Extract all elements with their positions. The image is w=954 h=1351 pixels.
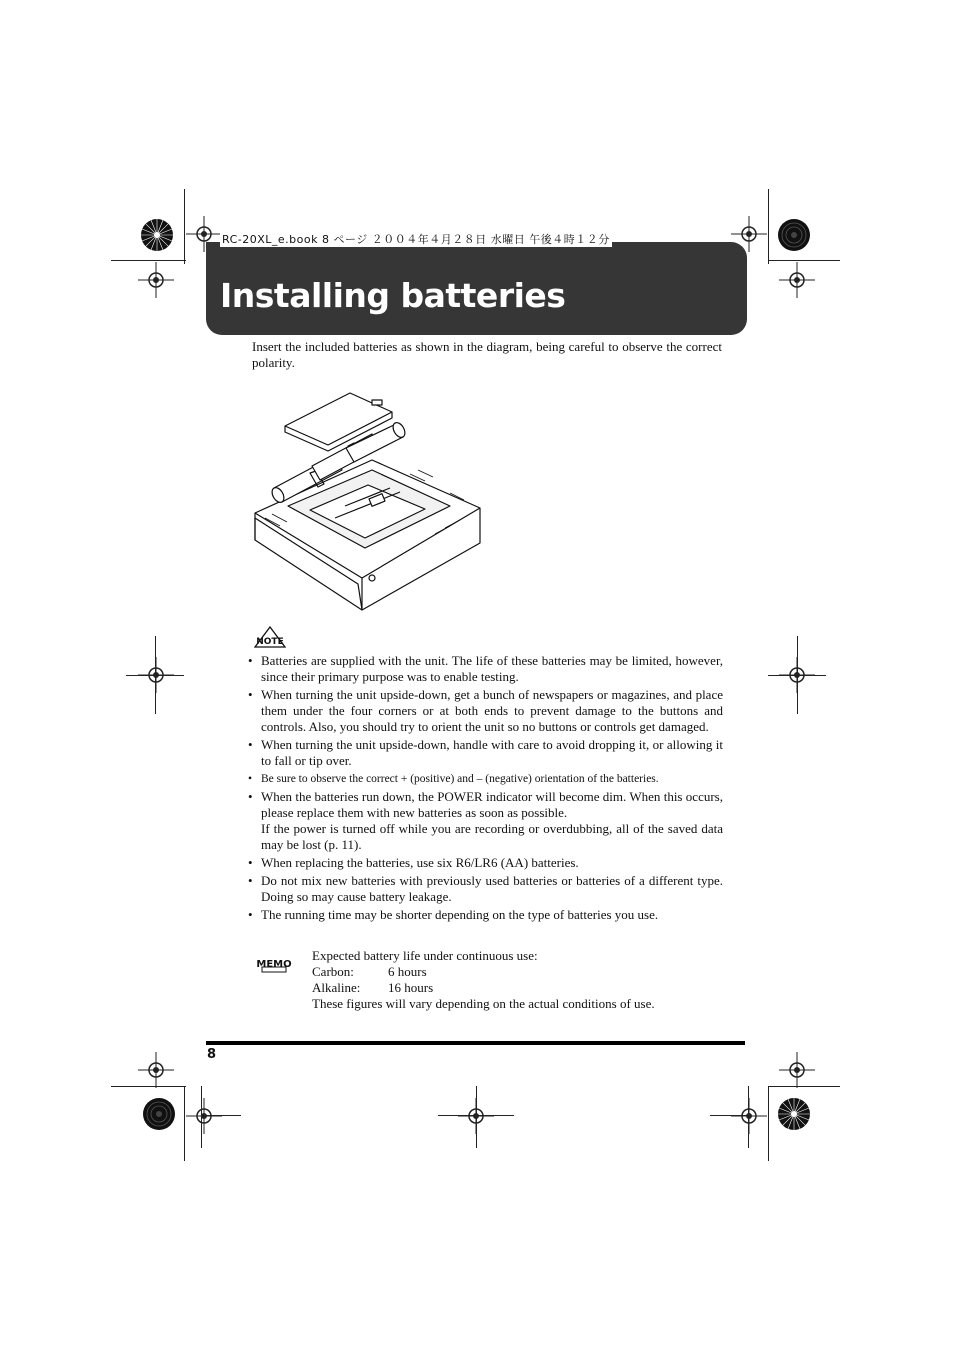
registration-mark [138, 1052, 174, 1088]
page-number: 8 [207, 1047, 217, 1062]
crop-mark [768, 1086, 769, 1161]
registration-mark [731, 1098, 767, 1134]
registration-mark [138, 262, 174, 298]
starburst-target [142, 1097, 176, 1131]
list-item: • Do not mix new batteries with previously used batteries or batteries of a different type. Doing so may cause battery leakage. [248, 873, 723, 904]
crop-mark [201, 1115, 241, 1116]
crop-mark [748, 1086, 749, 1148]
crop-mark [768, 189, 769, 264]
crop-mark [710, 1115, 750, 1116]
memo-row-alkaline: Alkaline: 16 hours [312, 980, 434, 995]
crop-mark [768, 675, 826, 676]
page-title: Installing batteries [220, 276, 566, 315]
memo-label: MEMO [256, 959, 292, 970]
memo-block [312, 948, 655, 1012]
starburst-target [140, 218, 174, 252]
crop-mark [476, 1086, 477, 1148]
battery-installation-diagram [250, 388, 485, 613]
memo-footer: These figures will vary depending on the actual conditions of use. [312, 996, 655, 1011]
crop-mark [768, 260, 840, 261]
footer-rule [206, 1041, 745, 1045]
list-item: • When replacing the batteries, use six R6/LR6 (AA) batteries. [248, 855, 579, 870]
list-item: • When turning the unit upside-down, handle with care to avoid dropping it, or allowing it to fall or tip over. [248, 737, 723, 768]
registration-mark [779, 1052, 815, 1088]
list-item: • Be sure to observe the correct + (positive) and – (negative) orientation of the batteries. [248, 773, 659, 785]
memo-icon [254, 954, 294, 974]
registration-mark [779, 262, 815, 298]
crop-mark [111, 260, 186, 261]
list-item: • The running time may be shorter depending on the type of batteries you use. [248, 907, 659, 922]
intro-paragraph: Insert the included batteries as shown in the diagram, being careful to observe the correct polarity. [252, 339, 722, 370]
note-label: NOTE [256, 637, 284, 647]
starburst-target [777, 1097, 811, 1131]
crop-mark [438, 1115, 514, 1116]
crop-mark [184, 189, 185, 264]
registration-mark [186, 1098, 222, 1134]
starburst-target [777, 218, 811, 252]
crop-mark [184, 1086, 185, 1161]
memo-row-carbon: Carbon: 6 hours [312, 964, 427, 979]
crop-mark [126, 675, 184, 676]
notes-list [248, 653, 723, 925]
memo-intro: Expected battery life under continuous use: [312, 948, 538, 963]
note-icon [254, 626, 286, 648]
list-item: • Batteries are supplied with the unit. The life of these batteries may be limited, however, since their primary purpose was to enable testing. [248, 653, 723, 684]
crop-mark [201, 1086, 202, 1148]
list-item: • When turning the unit upside-down, get a bunch of newspapers or magazines, and place them under the four corners or at both ends to prevent damage to the buttons and controls. Also, you should try to orient the unit so no buttons or controls get damaged. [248, 687, 723, 734]
list-item: • When the batteries run down, the POWER indicator will become dim. When this occurs, please replace them with new batteries as soon as possible. If the power is turned off while you are recording or overdubbing, all of the saved data may be lost (p. 11). [248, 789, 723, 852]
book-header-line: RC-20XL_e.book 8 ページ ２００４年４月２８日 水曜日 午後４時１２分 [222, 233, 610, 246]
